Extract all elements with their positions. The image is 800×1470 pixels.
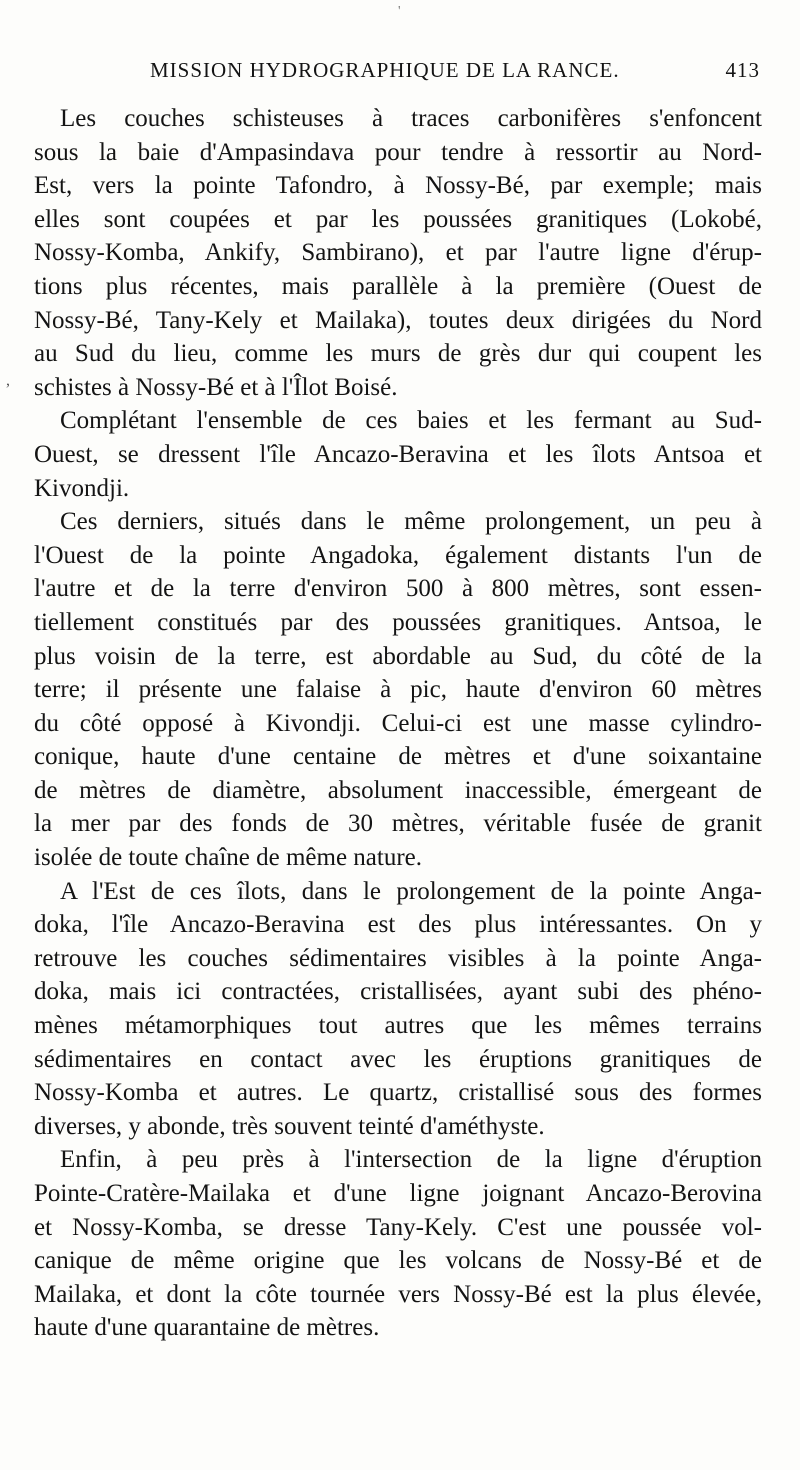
text-line: Complétant l'ensemble de ces baies et les fermant au Sud- (60, 407, 762, 435)
top-mark: ' (398, 4, 401, 19)
text-line: Pointe-Cratère-Mailaka et d'une ligne joignant Ancazo-Berovina (34, 1180, 762, 1207)
text-line: retrouve les couches sédimentaires visibles à la pointe Anga- (34, 944, 762, 972)
text-line: plus voisin de la terre, est abordable au Sud, du côté de la (34, 642, 762, 670)
text-line: elles sont coupées et par les poussées granitiques (Lokobé, (34, 205, 762, 233)
text-line: terre; il présente une falaise à pic, haute d'environ 60 mètres (34, 676, 762, 704)
text-line: de mètres de diamètre, absolument inaccessible, émergeant de (34, 776, 762, 804)
body-text (34, 102, 762, 1345)
page-header (150, 58, 760, 92)
text-line: Nossy-Komba, Ankify, Sambirano), et par l'autre ligne d'érup- (34, 239, 762, 267)
margin-mark: , (6, 372, 10, 389)
text-line: schistes à Nossy-Bé et à l'Îlot Boisé. (34, 373, 398, 401)
text-line: diverses, y abonde, très souvent teinté d'améthyste. (34, 1112, 545, 1140)
text-line: sédimentaires en contact avec les éruptions granitiques de (34, 1045, 762, 1073)
text-line: doka, l'île Ancazo-Beravina est des plus intéressantes. On y (34, 911, 762, 939)
text-line: Ouest, se dressent l'île Ancazo-Beravina et les îlots Antsoa et (34, 440, 762, 468)
text-line: canique de même origine que les volcans de Nossy-Bé et de (34, 1247, 762, 1275)
running-head: MISSION HYDROGRAPHIQUE DE LA RANCE. (150, 58, 620, 82)
text-line: doka, mais ici contractées, cristallisées, ayant subi des phéno- (34, 978, 762, 1006)
text-line: tions plus récentes, mais parallèle à la première (Ouest de (34, 272, 762, 300)
text-line: la mer par des fonds de 30 mètres, véritable fusée de granit (34, 810, 762, 838)
text-line: l'autre et de la terre d'environ 500 à 800 mètres, sont essen- (34, 575, 762, 603)
text-line: Ces derniers, situés dans le même prolongement, un peu à (60, 508, 762, 536)
text-line: Les couches schisteuses à traces carbonifères s'enfoncent (60, 105, 762, 132)
text-line: l'Ouest de la pointe Angadoka, également distants l'un de (34, 541, 762, 569)
text-line: tiellement constitués par des poussées granitiques. Antsoa, le (34, 608, 762, 636)
text-line: conique, haute d'une centaine de mètres et d'une soixantaine (34, 743, 762, 771)
text-line: mènes métamorphiques tout autres que les mêmes terrains (34, 1012, 762, 1040)
text-line: A l'Est de ces îlots, dans le prolongement de la pointe Anga- (60, 877, 762, 905)
text-line: sous la baie d'Ampasindava pour tendre à ressortir au Nord- (34, 138, 762, 166)
text-line: et Nossy-Komba, se dresse Tany-Kely. C'est une poussée vol- (34, 1213, 762, 1241)
text-line: haute d'une quarantaine de mètres. (34, 1314, 380, 1342)
text-line: du côté opposé à Kivondji. Celui-ci est une masse cylindro- (34, 709, 762, 737)
text-line: Nossy-Komba et autres. Le quartz, cristallisé sous des formes (34, 1079, 762, 1107)
text-line: Kivondji. (34, 474, 130, 502)
text-line: Est, vers la pointe Tafondro, à Nossy-Bé, par exemple; mais (34, 172, 762, 200)
text-line: Mailaka, et dont la côte tournée vers Nossy-Bé est la plus élevée, (34, 1280, 762, 1308)
text-line: au Sud du lieu, comme les murs de grès dur qui coupent les (34, 340, 762, 368)
text-line: isolée de toute chaîne de même nature. (34, 844, 423, 872)
text-line: Enfin, à peu près à l'intersection de la ligne d'éruption (60, 1146, 762, 1174)
text-line: Nossy-Bé, Tany-Kely et Mailaka), toutes deux dirigées du Nord (34, 306, 762, 334)
page-number: 413 (725, 58, 760, 82)
